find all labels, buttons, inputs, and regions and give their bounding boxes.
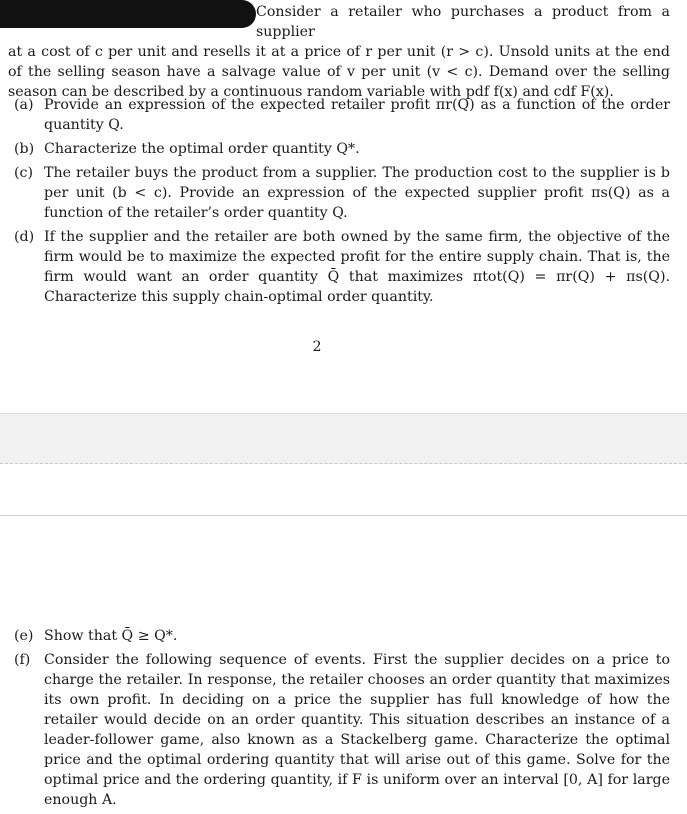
question-text: Consider the following sequence of events. First the supplier decides on a price to charge the retailer. In response, the retailer chooses an order quantity that maximizes its own profit. In deciding on a price the supplier has full knowledge of how the retailer would decide on an order quantity. This situation describes an instance of a leader-follower game, also known as a Stackelberg game. Characterize the optimal price and the optimal ordering quantity that will arise out of this game. Solve for the optimal price and the ordering quantity, if F is uniform over an interval [0, A] for large enough A. xyxy=(44,652,670,808)
question-list-top xyxy=(14,95,670,311)
question-e xyxy=(14,626,670,646)
question-d xyxy=(14,227,670,307)
question-text: If the supplier and the retailer are both owned by the same firm, the objective of the firm would be to maximize the expected profit for the entire supply chain. That is, the firm would want an order quantity Q̄ that maximizes πtot(Q) = πr(Q) + πs(Q). Characterize this supply chain-optimal order quantity. xyxy=(44,229,670,305)
question-c xyxy=(14,163,670,223)
question-text: Provide an expression of the expected retailer profit πr(Q) as a function of the order quantity Q. xyxy=(44,97,670,133)
question-text: Characterize the optimal order quantity Q*. xyxy=(44,141,360,157)
question-list-bottom xyxy=(14,626,670,814)
question-label: (b) xyxy=(14,141,35,157)
question-text: The retailer buys the product from a supplier. The production cost to the supplier is b per unit (b < c). Provide an expression of the expected supplier profit πs(Q) as a function of the retailer’s order quantity Q. xyxy=(44,165,670,221)
page-top-edge xyxy=(0,515,687,516)
question-a xyxy=(14,95,670,135)
page-gap xyxy=(0,413,687,464)
intro-first-line: Consider a retailer who purchases a product from a supplier xyxy=(256,4,670,40)
question-label: (e) xyxy=(14,628,34,644)
question-b xyxy=(14,139,670,159)
question-label: (a) xyxy=(14,97,34,113)
question-text: Show that Q̄ ≥ Q*. xyxy=(44,628,178,644)
intro-body: at a cost of c per unit and resells it at a price of r per unit (r > c). Unsold units at the end of the selling season have a salvage value of v per unit (v < c). Demand over the selling season can be described by a continuous random variable with pdf f(x) and cdf F(x). xyxy=(8,44,670,100)
page-break-divider xyxy=(0,463,687,464)
page-number: 2 xyxy=(312,339,322,355)
question-label: (d) xyxy=(14,229,35,245)
question-label: (f) xyxy=(14,652,31,668)
intro-paragraph xyxy=(8,2,670,102)
question-label: (c) xyxy=(14,165,34,181)
question-f xyxy=(14,650,670,810)
